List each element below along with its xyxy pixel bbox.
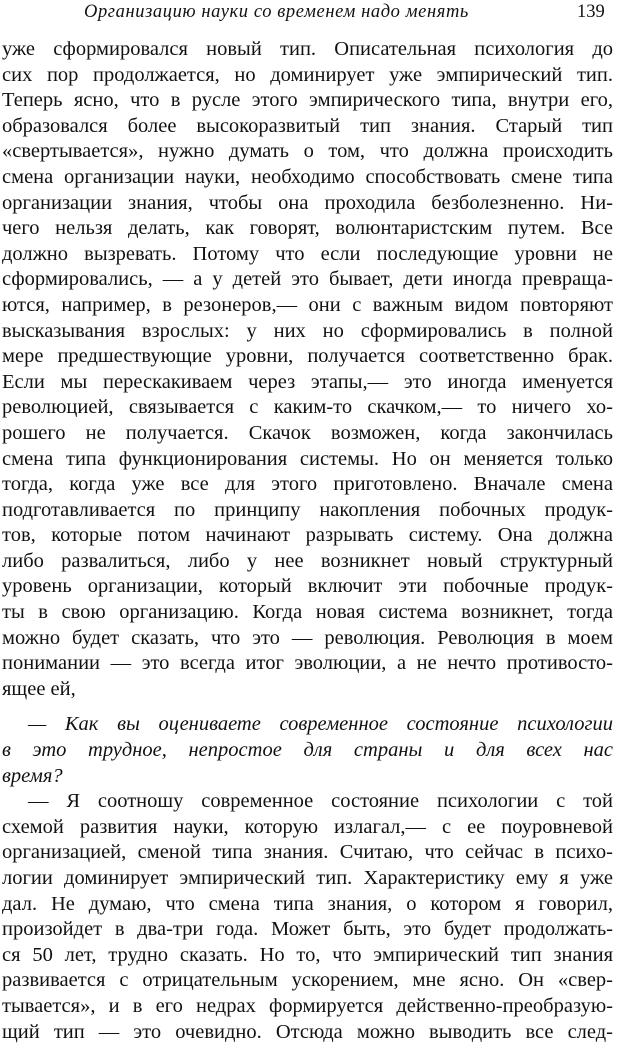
- text-line: развивается с отрицательным ускорением, мне ясно. Он «свер-: [2, 969, 613, 992]
- running-title: Организацию науки со временем надо менять: [84, 2, 469, 22]
- text-line: мере предшествующие уровни, получается соответственно брак.: [2, 345, 613, 368]
- text-line: уже сформировался новый тип. Описательная психология до: [2, 38, 613, 60]
- question-line: — Как вы оцениваете современное состояние психологии: [28, 713, 613, 736]
- text-line: смена организации науки, необходимо способствовать смене типа: [2, 165, 613, 188]
- interviewer-question: [2, 712, 613, 789]
- text-line: Теперь ясно, что в русле этого эмпирического типа, внутри его,: [2, 89, 613, 112]
- text-line: уровень организации, который включит эти побочные продук-: [2, 575, 613, 598]
- text-line: щий тип — это очевидно. Отсюда можно выводить все след-: [2, 1020, 613, 1043]
- text-line: тогда, когда уже все для этого приготовлено. Вначале смена: [2, 473, 613, 496]
- question-line: в это трудное, непростое для страны и для всех нас: [2, 739, 613, 762]
- text-line: тов, которые потом начинают разрывать систему. Она должна: [2, 524, 613, 547]
- page-header: [0, 0, 620, 34]
- text-line: Если мы перескакиваем через этапы,— это иногда именуется: [2, 370, 613, 393]
- text-line: организацией, сменой типа знания. Считаю, что сейчас в психо-: [2, 841, 613, 864]
- paragraph-answer: [2, 789, 613, 1045]
- text-line: должно вызревать. Потому что если последующие уровни не: [2, 242, 613, 265]
- text-line: либо развалиться, либо у нее возникнет новый структурный: [2, 549, 613, 572]
- page-body: [2, 37, 613, 1045]
- text-line: дал. Не думаю, что смена типа знания, о котором я говорил,: [2, 892, 613, 915]
- text-line: произойдет в два-три года. Может быть, это будет продолжать-: [2, 918, 613, 941]
- text-line: образовался более высокоразвитый тип знания. Старый тип: [2, 114, 613, 137]
- text-line: — Я соотношу современное состояние психологии с той: [28, 790, 613, 813]
- question-line: время?: [2, 764, 63, 787]
- text-line: подготавливается по принципу накопления побочных продук-: [2, 498, 613, 521]
- text-line: ящее ей,: [2, 677, 76, 700]
- text-line: тывается», и в его недрах формируется действенно-преобразую-: [2, 994, 613, 1017]
- paragraph-answer-continued: [2, 37, 613, 702]
- text-line: высказывания взрослых: у них но сформировались в полной: [2, 319, 613, 342]
- text-line: организации знания, чтобы она проходила безболезненно. Ни-: [2, 191, 613, 214]
- text-line: чего нельзя делать, как говорят, волюнтаристским путем. Все: [2, 217, 613, 240]
- page-number: 139: [577, 2, 605, 22]
- text-line: смена типа функционирования системы. Но он меняется только: [2, 447, 613, 470]
- text-line: «свертывается», нужно думать о том, что должна происходить: [2, 140, 613, 163]
- text-line: ты в свою организацию. Когда новая система возникнет, тогда: [2, 601, 613, 624]
- text-line: понимании — это всегда итог эволюции, а не нечто противосто-: [2, 652, 613, 675]
- text-line: сих пор продолжается, но доминирует уже эмпирический тип.: [2, 63, 613, 86]
- text-line: революцией, связывается с каким-то скачком,— то ничего хо-: [2, 396, 613, 419]
- text-line: сформировались, — а у детей это бывает, дети иногда превраща-: [2, 268, 613, 291]
- paragraph-gap: [2, 702, 613, 712]
- text-line: рошего не получается. Скачок возможен, когда закончилась: [2, 421, 613, 444]
- text-line: логии доминирует эмпирический тип. Характеристику ему я уже: [2, 867, 613, 889]
- text-line: ются, например, в резонеров,— они с важным видом повторяют: [2, 293, 613, 316]
- text-line: ся 50 лет, трудно сказать. Но то, что эмпирический тип знания: [2, 943, 613, 966]
- text-line: схемой развития науки, которую излагал,— с ее поуровневой: [2, 815, 613, 838]
- text-line: можно будет сказать, что это — революция. Революция в моем: [2, 626, 613, 649]
